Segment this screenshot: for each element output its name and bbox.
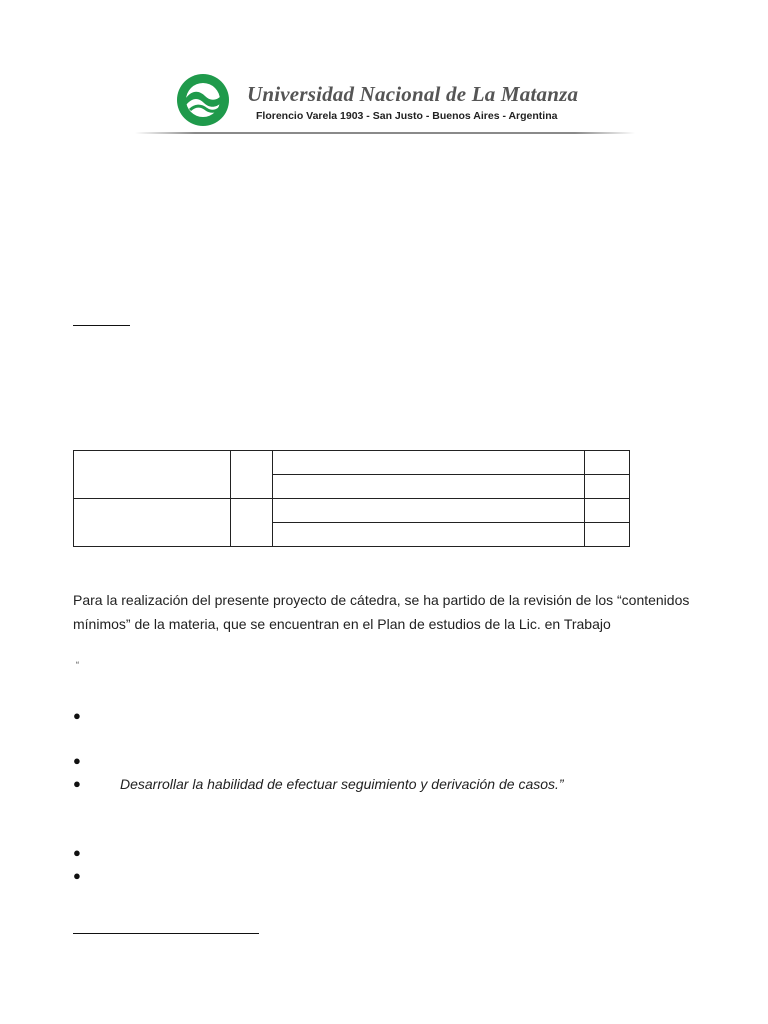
- bullet-point: ●: [73, 708, 81, 723]
- table-cell: [584, 475, 629, 499]
- intro-paragraph: Para la realización del presente proyecto de cátedra, se ha partido de la revisión de los “contenidos mínimos” de la materia, que se encuentran en el Plan de estudios de la Lic. en Trabajo: [73, 592, 690, 632]
- footnote-separator: [73, 933, 259, 934]
- section-heading-underline: [73, 325, 130, 326]
- table-row: [74, 451, 630, 475]
- table-cell: [273, 451, 585, 475]
- bullet-point: ●: [73, 753, 81, 768]
- table-cell: [231, 499, 273, 547]
- bullet-point: ●: [73, 845, 81, 860]
- bullet-point: ●: [73, 776, 81, 791]
- table-cell: [74, 499, 231, 547]
- table-row: [74, 499, 630, 523]
- bullet-point: ●: [73, 868, 81, 883]
- table-cell: [74, 451, 231, 499]
- course-info-table: [73, 450, 630, 547]
- table-cell: [273, 475, 585, 499]
- university-name: Universidad Nacional de La Matanza: [247, 82, 579, 106]
- header-divider: [135, 132, 635, 134]
- opening-quote-mark: “: [76, 660, 79, 670]
- university-address: Florencio Varela 1903 - San Justo - Buenos Aires - Argentina: [256, 110, 558, 122]
- university-logo-icon: [175, 72, 231, 128]
- table-cell: [231, 451, 273, 499]
- objective-bullet-text: Desarrollar la habilidad de efectuar seguimiento y derivación de casos.”: [120, 776, 564, 792]
- table-cell: [584, 499, 629, 523]
- university-header-banner: [135, 62, 635, 138]
- table-cell: [584, 451, 629, 475]
- table-cell: [584, 523, 629, 547]
- table-cell: [273, 499, 585, 523]
- table-cell: [273, 523, 585, 547]
